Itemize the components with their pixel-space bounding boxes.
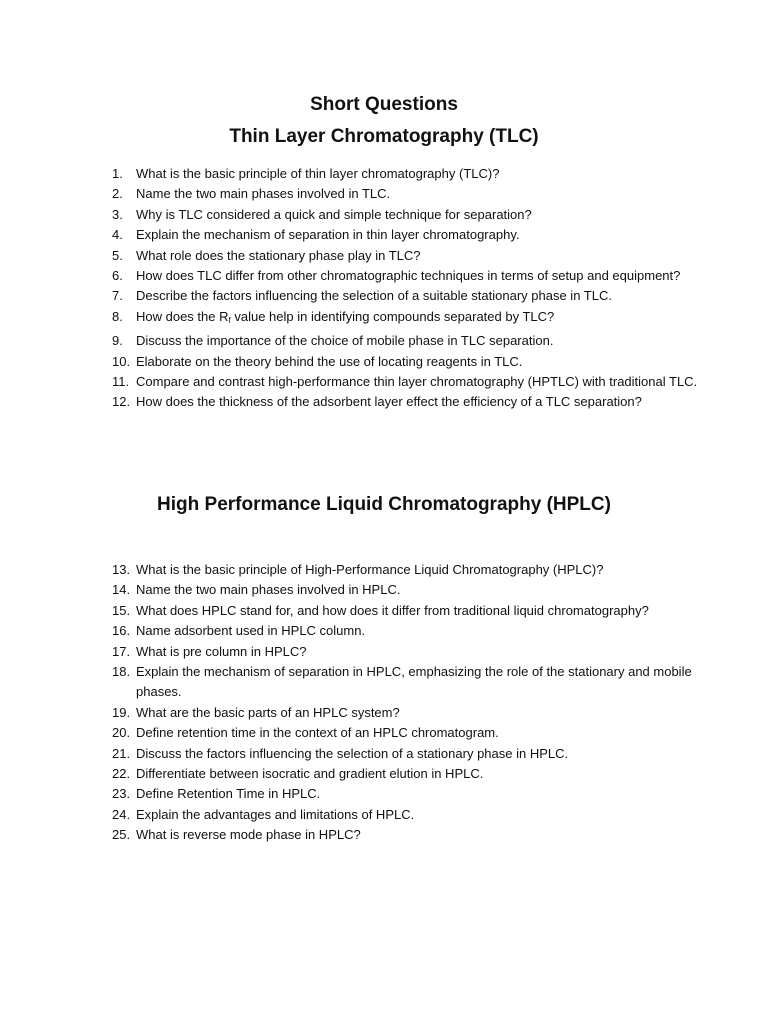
question-text: Explain the mechanism of separation in HPLC, emphasizing the role of the stationary and mobile phases. xyxy=(136,664,692,700)
question-text: Define retention time in the context of an HPLC chromatogram. xyxy=(136,725,499,741)
question-item xyxy=(112,744,702,764)
question-text: Discuss the importance of the choice of mobile phase in TLC separation. xyxy=(136,333,554,349)
question-item xyxy=(112,784,702,804)
tlc-question-list xyxy=(112,164,702,413)
question-text: What is the basic principle of High-Performance Liquid Chromatography (HPLC)? xyxy=(136,562,604,577)
question-text: Differentiate between isocratic and gradient elution in HPLC. xyxy=(136,766,484,782)
question-number: 16. xyxy=(112,623,131,639)
question-text: Name adsorbent used in HPLC column. xyxy=(136,623,366,639)
question-text: What is the basic principle of thin layer chromatography (TLC)? xyxy=(136,166,500,181)
question-number: 6. xyxy=(112,268,123,284)
question-item xyxy=(112,580,702,600)
question-item xyxy=(112,642,702,662)
question-item xyxy=(112,246,702,266)
question-text: How does TLC differ from other chromatographic techniques in terms of setup and equipment? xyxy=(136,268,681,284)
question-item xyxy=(112,703,702,723)
question-number: 7. xyxy=(112,288,123,304)
question-number: 10. xyxy=(112,353,131,369)
question-number: 9. xyxy=(112,333,123,349)
question-item xyxy=(112,723,702,743)
question-text: What are the basic parts of an HPLC system? xyxy=(136,704,400,720)
question-text-part: value help in identifying compounds separated by TLC? xyxy=(230,308,555,324)
question-text: Name the two main phases involved in HPLC. xyxy=(136,582,401,598)
question-number: 1. xyxy=(112,166,123,181)
question-text: What role does the stationary phase play in TLC? xyxy=(136,247,421,263)
question-text: Compare and contrast high-performance thin layer chromatography (HPTLC) with traditional TLC. xyxy=(136,374,698,390)
question-text: Elaborate on the theory behind the use of locating reagents in TLC. xyxy=(136,353,523,369)
question-item xyxy=(112,764,702,784)
question-number: 12. xyxy=(112,394,131,410)
question-item xyxy=(112,331,702,351)
question-text xyxy=(136,307,702,331)
question-number: 5. xyxy=(112,247,123,263)
question-item xyxy=(112,307,702,331)
question-number: 25. xyxy=(112,827,131,843)
question-text: What is pre column in HPLC? xyxy=(136,643,307,659)
question-text: Name the two main phases involved in TLC. xyxy=(136,186,391,202)
question-item xyxy=(112,621,702,641)
question-text: What is reverse mode phase in HPLC? xyxy=(136,827,361,843)
question-text: How does the thickness of the adsorbent layer effect the efficiency of a TLC separation? xyxy=(136,394,642,410)
hplc-question-list xyxy=(112,560,702,846)
question-item xyxy=(112,372,702,392)
question-text-part: How does the R xyxy=(136,308,229,324)
question-text: Explain the advantages and limitations of HPLC. xyxy=(136,806,415,822)
question-number: 20. xyxy=(112,725,131,741)
question-number: 11. xyxy=(112,374,130,390)
question-number: 8. xyxy=(112,308,123,324)
question-number: 15. xyxy=(112,602,131,618)
question-item xyxy=(112,205,702,225)
question-number: 18. xyxy=(112,664,131,680)
question-item xyxy=(112,352,702,372)
question-item xyxy=(112,266,702,286)
question-item xyxy=(112,184,702,204)
question-item xyxy=(112,225,702,245)
question-text: Describe the factors influencing the selection of a suitable stationary phase in TLC. xyxy=(136,288,612,304)
question-item xyxy=(112,560,702,580)
section-title-hplc: High Performance Liquid Chromatography (HPLC) xyxy=(157,494,611,515)
question-number: 2. xyxy=(112,186,123,202)
question-item xyxy=(112,825,702,845)
question-item xyxy=(112,805,702,825)
question-item xyxy=(112,392,702,412)
question-item xyxy=(112,601,702,621)
question-number: 4. xyxy=(112,227,123,243)
question-number: 13. xyxy=(112,562,131,577)
question-item xyxy=(112,286,702,306)
question-item xyxy=(112,164,702,184)
question-number: 21. xyxy=(112,745,131,761)
question-text: Discuss the factors influencing the selection of a stationary phase in HPLC. xyxy=(136,745,569,761)
question-number: 22. xyxy=(112,766,131,782)
question-number: 19. xyxy=(112,704,131,720)
rf-subscript: f xyxy=(228,315,231,325)
question-number: 23. xyxy=(112,786,131,802)
page-title: Short Questions xyxy=(310,94,458,115)
question-text: What does HPLC stand for, and how does it differ from traditional liquid chromatography? xyxy=(136,602,649,618)
question-text: Why is TLC considered a quick and simple technique for separation? xyxy=(136,206,532,222)
question-item xyxy=(112,662,702,703)
question-text: Explain the mechanism of separation in thin layer chromatography. xyxy=(136,227,520,243)
section-title-tlc: Thin Layer Chromatography (TLC) xyxy=(229,126,539,147)
question-number: 24. xyxy=(112,806,131,822)
question-number: 14. xyxy=(112,582,131,598)
question-number: 17. xyxy=(112,643,131,659)
question-text: Define Retention Time in HPLC. xyxy=(136,786,321,802)
question-number: 3. xyxy=(112,206,123,222)
